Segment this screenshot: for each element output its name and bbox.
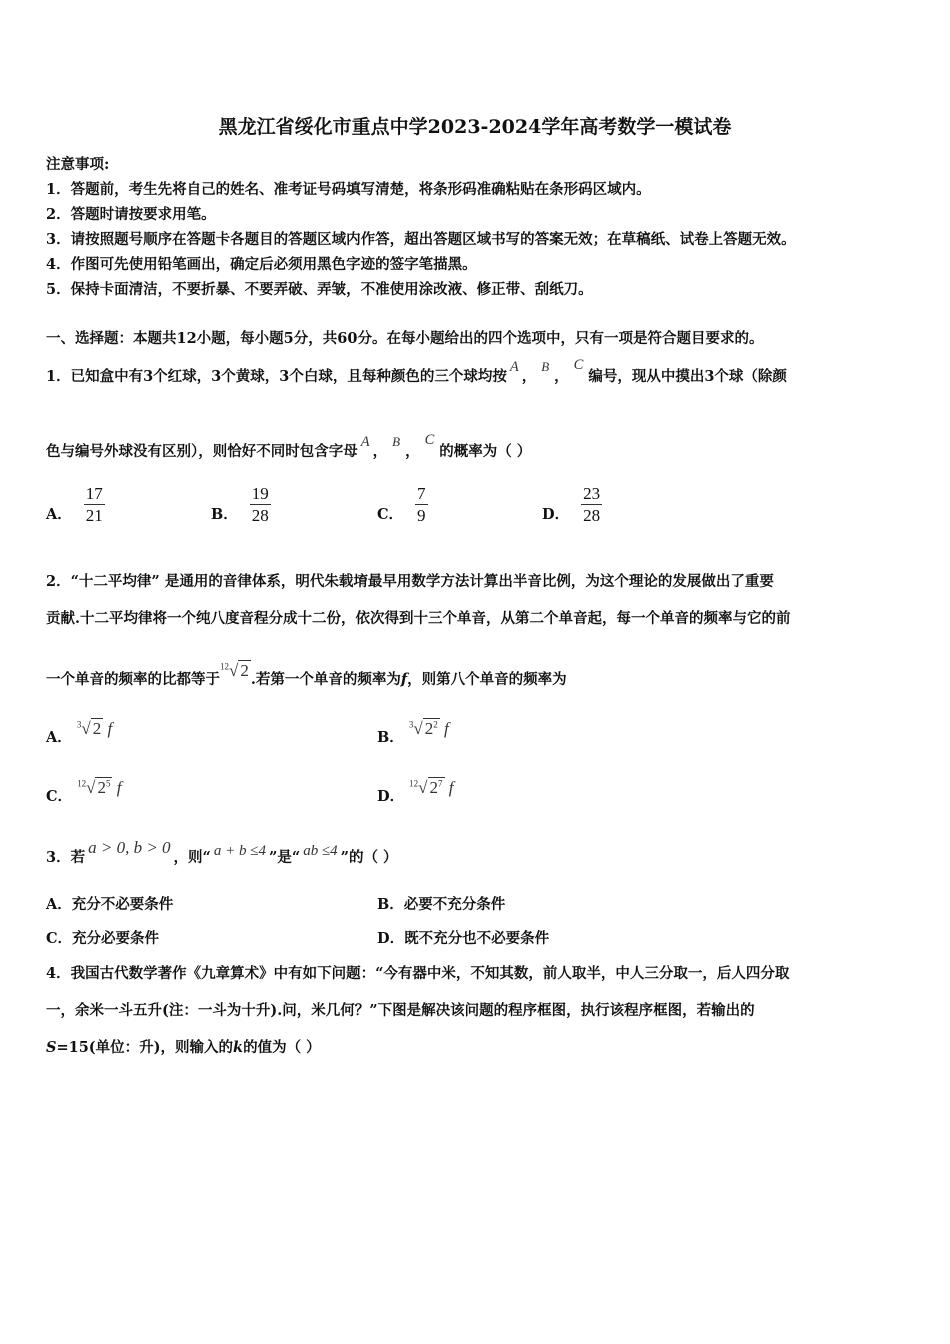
root-index: 3 — [408, 719, 414, 730]
q1-option-b[interactable] — [211, 485, 271, 524]
fraction — [250, 485, 271, 524]
numerator: 19 — [251, 484, 269, 503]
q2-option-c[interactable] — [46, 777, 122, 805]
root-expression: $^3$√ 2 f — [76, 719, 113, 738]
base: 2 — [97, 778, 106, 797]
notice-heading: 注意事项: — [46, 156, 110, 173]
q1-option-a[interactable] — [46, 485, 105, 524]
q1-text: 色与编号外球没有区别），则恰好不同时包含字母 — [46, 443, 358, 460]
var-f: f — [400, 671, 408, 688]
radicand — [423, 718, 440, 738]
q3-option-a[interactable] — [46, 893, 173, 914]
q1-text: 编号，现从中摸出3个球（除颜 — [588, 368, 787, 385]
notice-item: 2．答题时请按要求用笔。 — [46, 206, 216, 223]
q1-line2 — [46, 432, 532, 461]
q4-line3 — [46, 1036, 321, 1057]
q3-expression-1: a + b ≤4 — [213, 843, 266, 859]
fraction — [415, 485, 428, 524]
q1-letter-a: A — [360, 434, 370, 450]
var-k: k — [233, 1039, 244, 1056]
notice-item: 5．保持卡面清洁，不要折暴、不要弄破、弄皱，不准使用涂改液、修正带、刮纸刀。 — [46, 281, 593, 298]
q1-text: 1．已知盒中有3个红球，3个黄球，3个白球，且每种颜色的三个球均按 — [46, 368, 507, 385]
q1-option-c[interactable] — [377, 485, 428, 524]
page-title: 黑龙江省绥化市重点中学2023-2024学年高考数学一模试卷 — [218, 116, 732, 138]
denominator: 28 — [583, 506, 601, 525]
q2-text: ，则第八个单音的频率为 — [407, 671, 567, 688]
q2-option-d[interactable] — [377, 777, 454, 805]
notice-item: 1．答题前，考生先将自己的姓名、准考证号码填写清楚，将条形码准确粘贴在条形码区域内。 — [46, 181, 651, 198]
q1-line1 — [46, 357, 787, 386]
base: 2 — [424, 719, 434, 738]
root-expression: $^{12}$√ $2^7$ f — [409, 778, 454, 797]
q3-option-b[interactable] — [377, 893, 505, 914]
numerator: 7 — [417, 484, 426, 503]
root-index: 12 — [77, 778, 87, 789]
q2-line1: 2．“十二平均律” 是通用的音律体系，明代朱载堉最早用数学方法计算出半音比例，为这个理论的发展做出了重要 — [46, 573, 774, 590]
var-f: f — [107, 719, 113, 738]
denominator: 9 — [417, 506, 426, 525]
denominator: 28 — [251, 506, 269, 525]
exponent: 7 — [438, 778, 443, 789]
option-label: C． — [46, 930, 73, 947]
radicand: 2 — [92, 719, 102, 738]
radicand — [95, 777, 112, 797]
base: 2 — [429, 778, 439, 797]
q3-option-c[interactable] — [46, 927, 159, 948]
section-heading: 一、选择题：本题共12小题，每小题5分，共60分。在每小题给出的四个选项中，只有一项是符合题目要求的。 — [46, 330, 764, 347]
q1-letter-b: B — [541, 359, 550, 374]
q2-line2: 贡献.十二平均律将一个纯八度音程分成十二份，依次得到十三个单音，从第二个单音起，每一个单音的频率与它的前 — [46, 610, 791, 627]
option-label: A． — [46, 506, 72, 523]
option-text: 充分不必要条件 — [71, 896, 174, 913]
q2-text: .若第一个单音的频率为 — [250, 671, 401, 688]
option-text: 必要不充分条件 — [403, 896, 506, 913]
var-f: f — [448, 778, 454, 797]
q3-condition: a > 0, b > 0 — [88, 838, 171, 857]
q2-option-a[interactable] — [46, 718, 113, 746]
var-s: S — [46, 1039, 57, 1056]
option-label: B． — [211, 506, 238, 523]
radicand: 2 — [240, 661, 249, 680]
q3-option-d[interactable] — [377, 927, 549, 948]
exponent: 2 — [433, 719, 438, 730]
q1-sep: ， — [554, 368, 569, 385]
q4-text: 的值为（ ） — [243, 1039, 321, 1056]
q4-text: =15(单位：升)，则输入的 — [56, 1039, 234, 1056]
q4-line1: 4．我国古代数学著作《九章算术》中有如下问题：“今有器中米，不知其数，前人取半，中人三分取一，后人四分取 — [46, 965, 790, 982]
notice-item: 4．作图可先使用铅笔画出，确定后必须用黑色字迹的签字笔描黑。 — [46, 256, 477, 273]
option-label: C． — [46, 788, 73, 805]
q1-letter-c: C — [573, 357, 584, 373]
option-label: D． — [377, 788, 405, 805]
option-label: D． — [542, 506, 570, 523]
notice-item: 3．请按照题号顺序在答题卡各题目的答题区域内作答，超出答题区域书写的答案无效；在草稿纸、试卷上答题无效。 — [46, 231, 796, 248]
q3-text: 3．若 — [46, 849, 86, 866]
q3-stem — [46, 838, 398, 867]
q2-line3 — [46, 661, 567, 689]
option-label: A． — [46, 729, 72, 746]
q1-option-d[interactable] — [542, 485, 602, 524]
q1-letter-b: B — [392, 434, 401, 449]
root-index: 12 — [409, 778, 419, 789]
q1-text: 的概率为（ ） — [439, 443, 532, 460]
option-label: D． — [377, 930, 405, 947]
q1-sep: ， — [372, 443, 388, 460]
q4-line2: 一，余米一斗五升(注：一斗为十升).问，米几何？”下图是解决该问题的程序框图，执行该程序框图，若输出的 — [46, 1002, 755, 1019]
exponent: 5 — [105, 778, 111, 789]
q3-expression-2: ab ≤4 — [303, 843, 338, 859]
q3-text: ，则“ — [173, 849, 211, 866]
fraction — [581, 485, 602, 524]
twelfth-root-two: $^{12}$√ 2 — [220, 661, 249, 680]
option-label: B． — [377, 729, 404, 746]
numerator: 23 — [583, 484, 601, 503]
q2-text: 一个单音的频率的比都等于 — [46, 671, 220, 688]
root-index: 3 — [76, 719, 82, 730]
q1-letter-c: C — [424, 432, 435, 448]
q1-sep: ， — [405, 443, 420, 460]
root-expression: $^3$√ $2^2$ f — [408, 719, 449, 738]
root-expression: $^{12}$√ $2^5$ f — [77, 778, 122, 797]
q1-sep: ， — [521, 368, 537, 385]
option-text: 既不充分也不必要条件 — [404, 930, 550, 947]
option-label: C． — [377, 506, 404, 523]
q1-letter-a: A — [509, 359, 519, 375]
option-text: 充分必要条件 — [72, 930, 160, 947]
q3-text: ”的（ ） — [340, 849, 398, 866]
radicand — [428, 777, 445, 797]
numerator: 17 — [85, 484, 103, 503]
var-f: f — [116, 778, 122, 797]
q2-option-b[interactable] — [377, 718, 449, 746]
fraction — [84, 485, 105, 524]
option-label: A． — [46, 896, 72, 913]
q3-text: ”是“ — [269, 849, 301, 866]
root-index: 12 — [220, 661, 229, 672]
option-label: B． — [377, 896, 404, 913]
var-f: f — [443, 719, 449, 738]
denominator: 21 — [85, 506, 103, 525]
